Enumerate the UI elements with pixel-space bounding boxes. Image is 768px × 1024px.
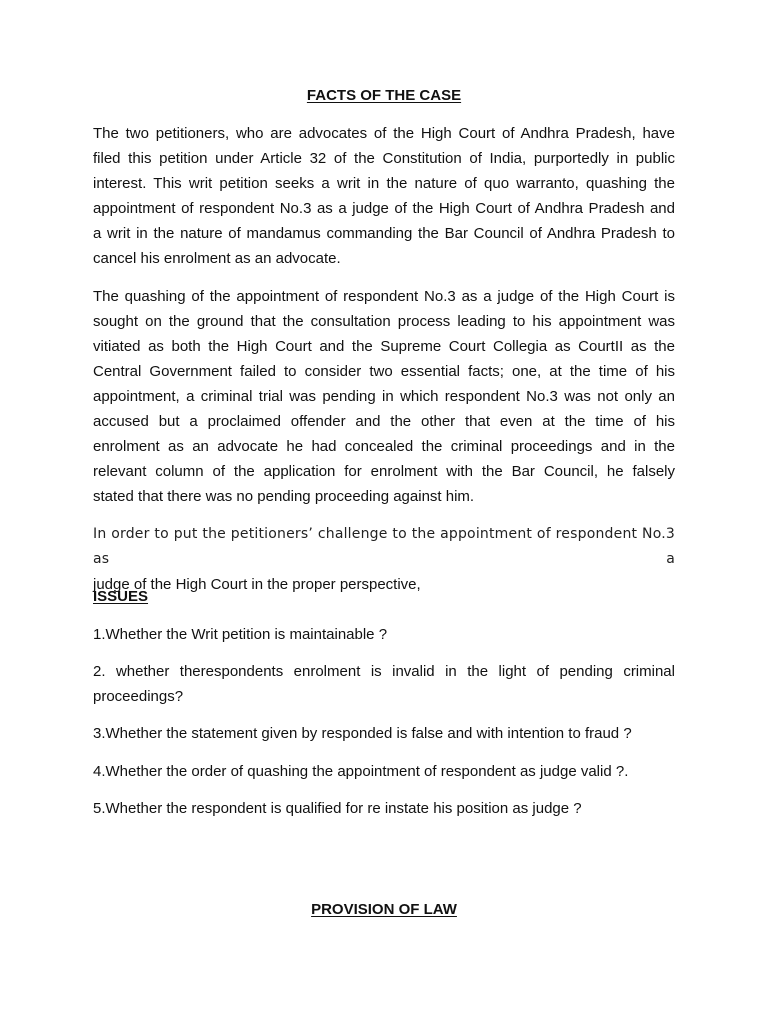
facts-paragraph-2 [93, 284, 675, 509]
text-line: Central Government failed to consider two essential facts; one, at the time of his [93, 363, 675, 380]
text-line: enrolment as an advocate he had concealed the criminal proceedings and in the [93, 438, 675, 455]
issue-5: 5.Whether the respondent is qualified for re instate his position as judge ? [93, 800, 582, 817]
issues-heading: ISSUES [93, 588, 149, 605]
facts-heading: FACTS OF THE CASE [306, 87, 462, 104]
issue-3: 3.Whether the statement given by responded is false and with intention to fraud ? [93, 725, 632, 742]
text-line: proceedings? [93, 688, 184, 705]
facts-paragraph-1 [93, 121, 675, 271]
text-line: a writ in the nature of mandamus commanding the Bar Council of Andhra Pradesh to [93, 225, 675, 242]
text-line: 2. whether therespondents enrolment is invalid in the light of pending criminal [93, 663, 675, 680]
issue-1: 1.Whether the Writ petition is maintainable ? [93, 626, 388, 643]
text-line: vitiated as both the High Court and the Supreme Court Collegia as CourtII as the [93, 338, 675, 355]
text-line: interest. This writ petition seeks a writ in the nature of quo warranto, quashing the [93, 175, 675, 192]
text-line: appointment of respondent No.3 as a judge of the High Court of Andhra Pradesh and [93, 200, 675, 217]
text-line: sought on the ground that the consultation process leading to his appointment was [93, 313, 675, 330]
text-line: The quashing of the appointment of respondent No.3 as a judge of the High Court is [93, 288, 675, 305]
text-line: filed this petition under Article 32 of the Constitution of India, purportedly in public [93, 150, 675, 167]
text-line: In order to put the petitioners’ challenge to the appointment of respondent No.3 as a [93, 526, 675, 567]
text-line: cancel his enrolment as an advocate. [93, 250, 341, 267]
text-line: The two petitioners, who are advocates of the High Court of Andhra Pradesh, have [93, 125, 675, 142]
text-line: judge of the High Court in the proper perspective, [93, 576, 421, 593]
provision-heading: PROVISION OF LAW [311, 901, 457, 918]
facts-paragraph-3 [93, 522, 675, 597]
text-line: accused but a proclaimed offender and the other that even at the time of his [93, 413, 675, 430]
issue-4: 4.Whether the order of quashing the appointment of respondent as judge valid ?. [93, 763, 629, 780]
issue-2 [93, 659, 675, 709]
text-line: relevant column of the application for enrolment with the Bar Council, he falsely [93, 463, 675, 480]
text-line: stated that there was no pending proceeding against him. [93, 488, 475, 505]
text-line: appointment, a criminal trial was pending in which respondent No.3 was not only an [93, 388, 675, 405]
